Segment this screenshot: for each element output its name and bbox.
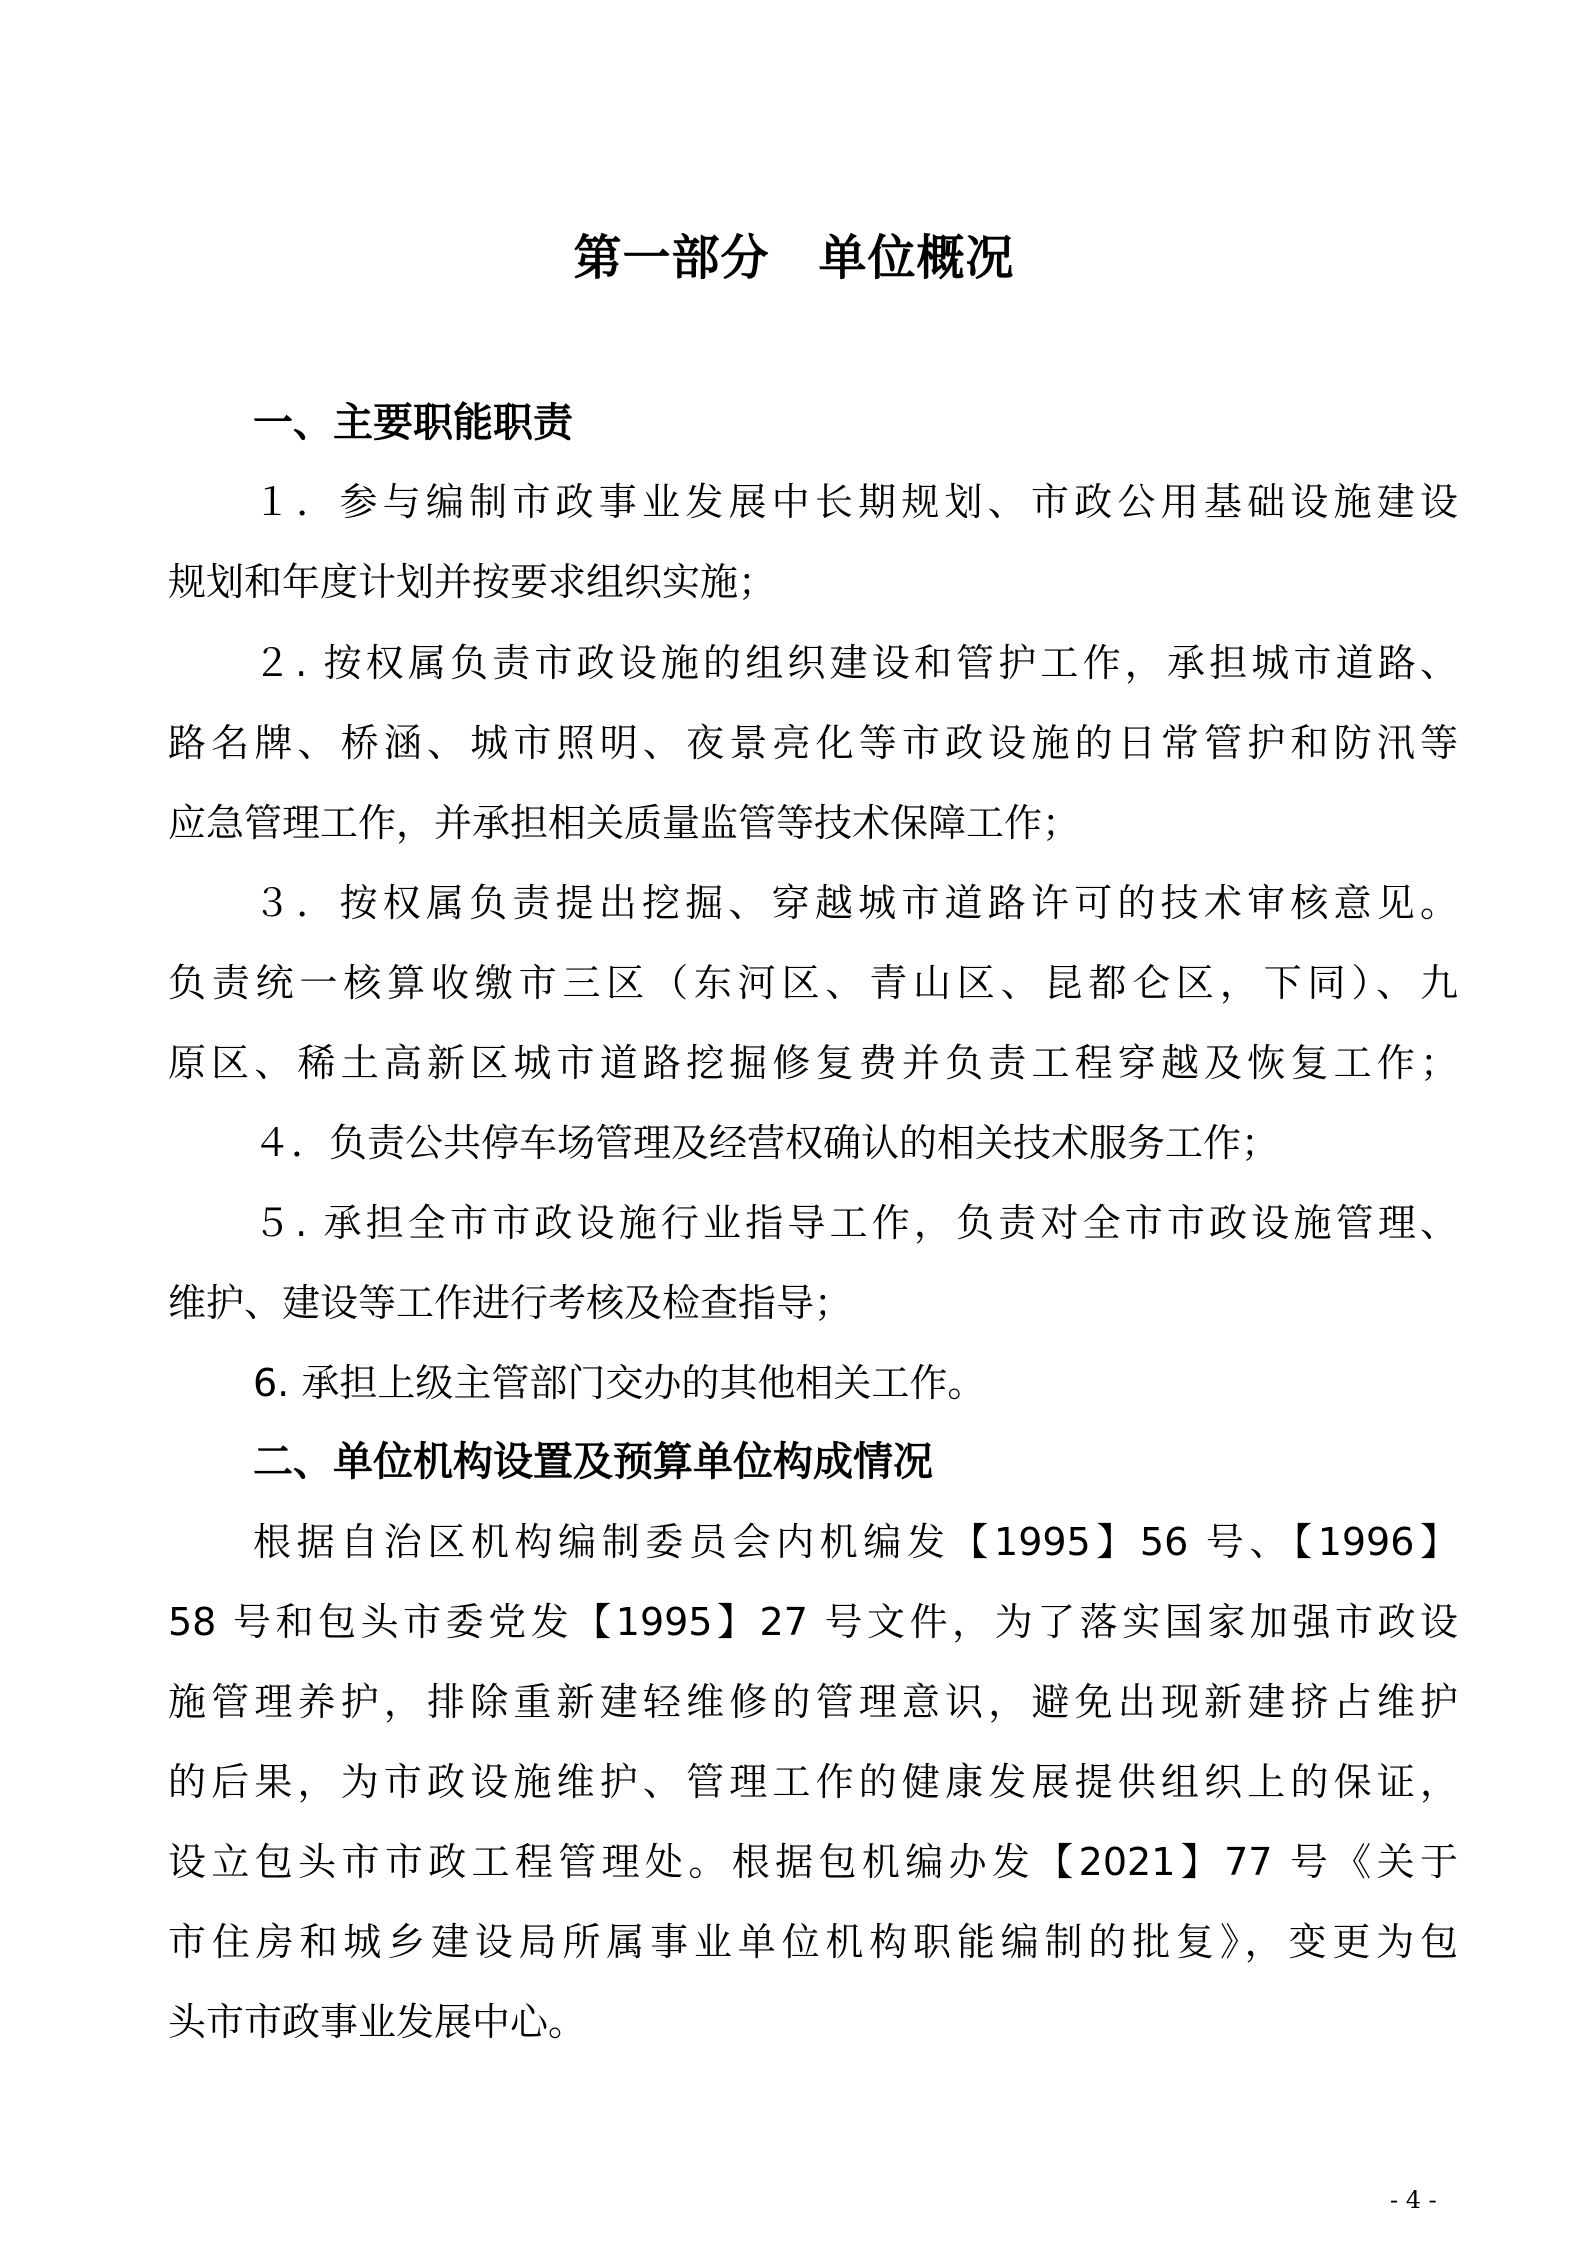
paragraph-line: 应急管理工作，并承担相关质量监管等技术保障工作； (168, 801, 1081, 845)
paragraph-line: 规划和年度计划并按要求组织实施； (168, 560, 777, 604)
section-heading: 一、主要职能职责 (253, 400, 573, 446)
paragraph-line: 路名牌、桥涵、城市照明、夜景亮化等市政设施的日常管护和防汛等 (168, 721, 1458, 765)
paragraph-line: 市住房和城乡建设局所属事业单位机构职能编制的批复》，变更为包 (168, 1920, 1458, 1964)
paragraph-line: 设立包头市市政工程管理处。根据包机编办发【2021】77 号《关于 (168, 1840, 1458, 1884)
paragraph-line: 原区、稀土高新区城市道路挖掘修复费并负责工程穿越及恢复工作； (168, 1041, 1458, 1085)
paragraph-line: 6. 承担上级主管部门交办的其他相关工作。 (253, 1361, 986, 1405)
section-heading: 二、单位机构设置及预算单位构成情况 (253, 1439, 933, 1485)
page-number: - 4 - (1390, 2186, 1437, 2214)
paragraph-line: 的后果，为市政设施维护、管理工作的健康发展提供组织上的保证， (168, 1760, 1458, 1804)
paragraph-line: ５. 承担全市市政设施行业指导工作，负责对全市市政设施管理、 (253, 1201, 1458, 1245)
paragraph-line: 维护、建设等工作进行考核及检查指导； (168, 1281, 853, 1325)
paragraph-line: ２. 按权属负责市政设施的组织建设和管护工作，承担城市道路、 (253, 641, 1458, 685)
paragraph-line: ３．按权属负责提出挖掘、穿越城市道路许可的技术审核意见。 (253, 881, 1458, 925)
paragraph-line: 负责统一核算收缴市三区（东河区、青山区、昆都仑区，下同）、九 (168, 961, 1458, 1005)
paragraph-line: 头市市政事业发展中心。 (168, 2000, 587, 2044)
paragraph-line: 施管理养护，排除重新建轻维修的管理意识，避免出现新建挤占维护 (168, 1680, 1458, 1724)
paragraph-line: ４．负责公共停车场管理及经营权确认的相关技术服务工作； (253, 1121, 1280, 1165)
paragraph-line: １．参与编制市政事业发展中长期规划、市政公用基础设施建设 (253, 480, 1458, 524)
paragraph-line: 58 号和包头市委党发【1995】27 号文件，为了落实国家加强市政设 (168, 1600, 1458, 1644)
paragraph-line: 根据自治区机构编制委员会内机编发【1995】56 号、【1996】 (253, 1520, 1458, 1564)
page-title: 第一部分 单位概况 (573, 230, 1015, 286)
